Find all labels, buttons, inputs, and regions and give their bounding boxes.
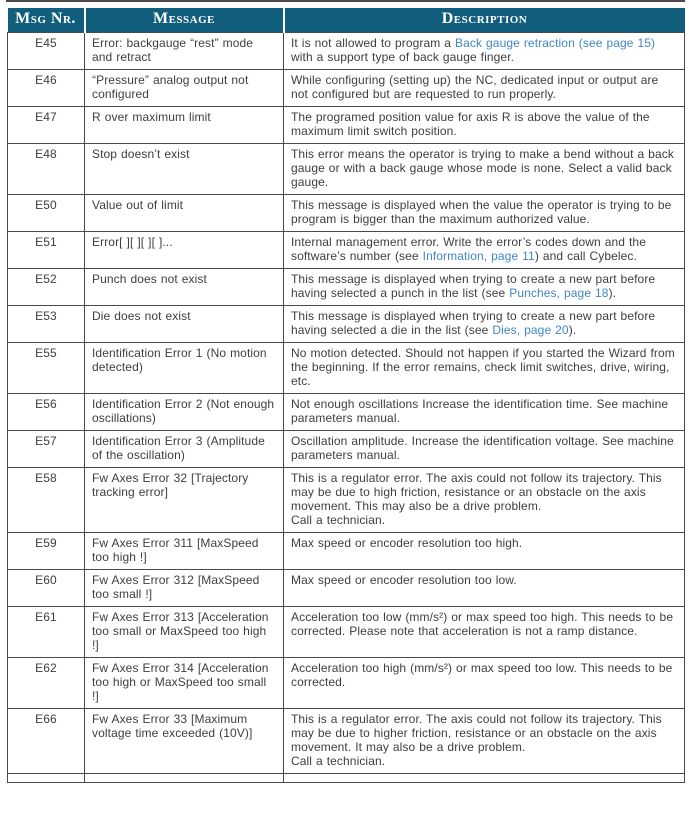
msg-nr-cell: E61 [8, 607, 85, 658]
description-cell [284, 709, 685, 774]
message-cell: Fw Axes Error 32 [Trajectory tracking error] [85, 468, 284, 533]
msg-nr-cell: E51 [8, 232, 85, 269]
table-row [8, 394, 685, 431]
message-cell: Punch does not exist [85, 269, 284, 306]
msg-nr-cell: E47 [8, 107, 85, 144]
msg-nr-cell: E53 [8, 306, 85, 343]
message-cell: Identification Error 1 (No motion detected) [85, 343, 284, 394]
msg-nr-cell: E58 [8, 468, 85, 533]
table-row [8, 269, 685, 306]
table-row [8, 144, 685, 195]
description-text: Acceleration too low (mm/s²) or max speed too high. This needs to be corrected. Please note that acceleration is not a ramp distance. [291, 610, 674, 638]
description-text: While configuring (setting up) the NC, dedicated input or output are not configured but are requested to run properly. [291, 73, 659, 101]
description-cell [284, 431, 685, 468]
description-cell [284, 232, 685, 269]
description-cell [284, 468, 685, 533]
empty-cell [284, 774, 685, 783]
msg-nr-cell: E48 [8, 144, 85, 195]
description-text: This message is displayed when trying to create a new part before having selected a punch in the list (see [291, 272, 656, 300]
table-row [8, 709, 685, 774]
description-text: Max speed or encoder resolution too high. [291, 536, 523, 550]
description-text: This error means the operator is trying to make a bend without a back gauge or with a back gauge whose mode is none. Select a valid back gauge. [291, 147, 674, 189]
description-cell [284, 33, 685, 70]
description-text: Call a technician. [291, 754, 386, 768]
cross-reference-link[interactable]: Punches, page 18 [509, 286, 609, 300]
description-text: No motion detected. Should not happen if you started the Wizard from the beginning. If the error remains, check limit switches, drive, wiring, etc. [291, 346, 675, 388]
message-cell: Fw Axes Error 312 [MaxSpeed too small !] [85, 570, 284, 607]
msg-nr-cell: E56 [8, 394, 85, 431]
description-cell [284, 269, 685, 306]
description-text: with a support type of back gauge finger. [291, 50, 515, 64]
table-row [8, 533, 685, 570]
col-header-msg-nr: Msg Nr. [8, 8, 85, 33]
table-row [8, 570, 685, 607]
table-row [8, 607, 685, 658]
description-cell [284, 658, 685, 709]
top-divider [6, 0, 685, 2]
col-header-message: Message [85, 8, 284, 33]
message-cell: Fw Axes Error 311 [MaxSpeed too high !] [85, 533, 284, 570]
description-cell [284, 107, 685, 144]
col-header-description: Description [284, 8, 685, 33]
message-cell: Die does not exist [85, 306, 284, 343]
table-row [8, 343, 685, 394]
msg-nr-cell: E55 [8, 343, 85, 394]
message-cell: Identification Error 3 (Amplitude of the oscillation) [85, 431, 284, 468]
table-row [8, 232, 685, 269]
description-text: ) and call Cybelec. [534, 249, 637, 263]
msg-nr-cell: E62 [8, 658, 85, 709]
description-text: Acceleration too high (mm/s²) or max speed too low. This needs to be corrected. [291, 661, 673, 689]
description-text: Call a technician. [291, 513, 386, 527]
message-cell: Identification Error 2 (Not enough oscillations) [85, 394, 284, 431]
description-cell [284, 144, 685, 195]
description-text: This is a regulator error. The axis could not follow its trajectory. This may be due to higher friction, resistance or an obstacle on the axis movement. It may also be a drive problem. [291, 712, 662, 754]
partial-row [8, 774, 685, 783]
table-row [8, 468, 685, 533]
msg-nr-cell: E59 [8, 533, 85, 570]
table-row [8, 195, 685, 232]
empty-cell [85, 774, 284, 783]
description-cell [284, 570, 685, 607]
description-cell [284, 394, 685, 431]
description-cell [284, 607, 685, 658]
description-text: Max speed or encoder resolution too low. [291, 573, 517, 587]
table-header-row [8, 8, 685, 33]
msg-nr-cell: E45 [8, 33, 85, 70]
error-message-table [7, 8, 685, 783]
description-text: This message is displayed when the value the operator is trying to be program is bigger than the maximum authorized value. [291, 198, 672, 226]
description-cell [284, 533, 685, 570]
table-body [8, 33, 685, 783]
description-text: Not enough oscillations Increase the identification time. See machine parameters manual. [291, 397, 669, 425]
table-row [8, 33, 685, 70]
description-cell [284, 343, 685, 394]
description-text: ). [608, 286, 617, 300]
message-cell: Value out of limit [85, 195, 284, 232]
description-text: The programed position value for axis R is above the value of the maximum limit switch position. [291, 110, 650, 138]
message-cell: “Pressure” analog output not configured [85, 70, 284, 107]
description-cell [284, 306, 685, 343]
table-header [8, 8, 685, 33]
table-row [8, 658, 685, 709]
cross-reference-link[interactable]: Back gauge retraction (see page 15) [455, 36, 656, 50]
message-cell: Fw Axes Error 314 [Acceleration too high or MaxSpeed too small !] [85, 658, 284, 709]
description-text: This message is displayed when trying to create a new part before having selected a die in the list (see [291, 309, 656, 337]
cross-reference-link[interactable]: Information, page 11 [422, 249, 535, 263]
message-cell: Fw Axes Error 313 [Acceleration too small or MaxSpeed too high !] [85, 607, 284, 658]
table-row [8, 107, 685, 144]
description-cell [284, 70, 685, 107]
message-cell: Stop doesn’t exist [85, 144, 284, 195]
description-text: Oscillation amplitude. Increase the identification voltage. See machine parameters manual. [291, 434, 674, 462]
msg-nr-cell: E46 [8, 70, 85, 107]
table-row [8, 306, 685, 343]
message-cell: Error[ ][ ][ ][ ]... [85, 232, 284, 269]
description-text: This is a regulator error. The axis could not follow its trajectory. This may be due to high friction, resistance or an obstacle on the axis movement. This may also be a drive problem. [291, 471, 662, 513]
description-text: It is not allowed to program a [291, 36, 456, 50]
msg-nr-cell: E66 [8, 709, 85, 774]
cross-reference-link[interactable]: Dies, page 20 [492, 323, 569, 337]
msg-nr-cell: E60 [8, 570, 85, 607]
message-cell: Fw Axes Error 33 [Maximum voltage time exceeded (10V)] [85, 709, 284, 774]
msg-nr-cell: E52 [8, 269, 85, 306]
description-cell [284, 195, 685, 232]
msg-nr-cell: E57 [8, 431, 85, 468]
msg-nr-cell: E50 [8, 195, 85, 232]
description-text: Internal management error. Write the error’s codes down and the software’s number (see [291, 235, 646, 263]
message-cell: R over maximum limit [85, 107, 284, 144]
table-row [8, 431, 685, 468]
message-cell: Error: backgauge “rest” mode and retract [85, 33, 284, 70]
table-row [8, 70, 685, 107]
description-text: ). [568, 323, 577, 337]
empty-cell [8, 774, 85, 783]
